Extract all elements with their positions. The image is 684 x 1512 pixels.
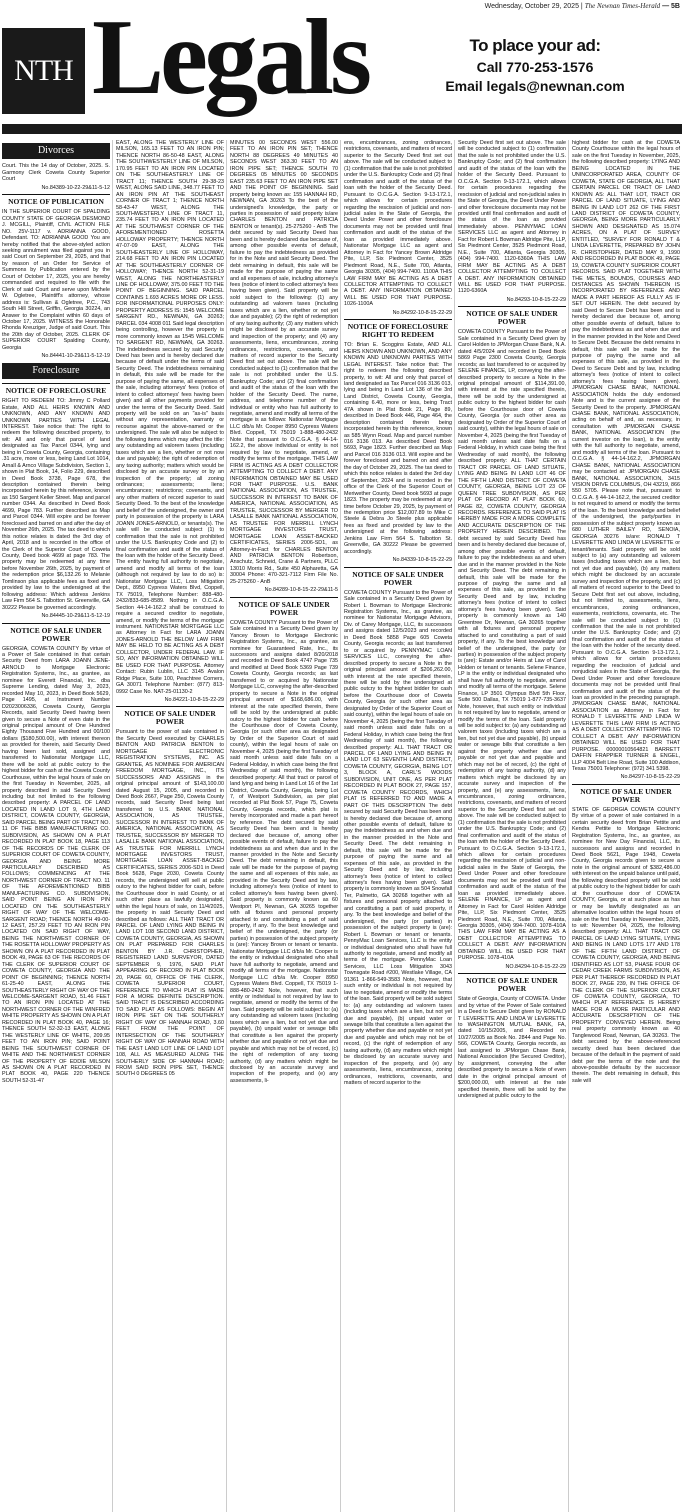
header-rule: [2, 124, 682, 134]
notice-reference: No.84445-10-29&11-5-12-19: [41, 613, 110, 620]
section-header: Divorces: [2, 143, 110, 159]
notice-body: MINUTES 00 SECONDS WEST 556.00 FEET TO AN IRON PIN SET; THENCE NORTH 88 DEGREES 49 MINUTES 40 SECONDS WEST 363.30 FEET TO AN IRON PIPE SET; THENCE SOUTH 70 DEGREES 05 MINUTES 00 SECONDS EAST 235.63 FEET TO AN IRON PIPE SET AND THE POINT OF BEGINNING. Said property being known as: 155 HANNAH RD, NEWNAN, GA 30263 To the best of the undersigned's knowledge, the party or parties in possession of said property is/are CHARLES BENTON and PATRICIA BENTON or tenant(s). 25-275260 - AnB The debt secured by said Security Deed has been and is hereby declared due because of, among other possible events of default, failure to pay the indebtedness as provided for in the Note and said Security Deed. The debt remaining in default, this sale will be made for the purpose of paying the same and all expenses of sale, including attorney's fees (notice of intent to collect attorney's fees having been given). Said property will be sold subject to the following: (1) any outstanding ad valorem taxes (including taxes which are a lien, whether or not yet due and payable); (2) the right of redemption of any taxing authority; (3) any matters which might be disclosed by an accurate survey and inspection of the property; and (4) any assessments, liens, encumbrances, zoning ordinances, restrictions, covenants, and matters of record superior to the Security Deed first set out above. The sale will be conducted subject to (1) confirmation that the sale is not prohibited under the U.S. Bankruptcy Code; and (2) final confirmation and audit of the status of the loan with the holder of the Security Deed. The name, address, and telephone number of the individual or entity who has full authority to negotiate, amend and modify all terms of the mortgage is as follows: Nationstar Mortgage LLC d/b/a Mr. Cooper 8950 Cypress Waters Blvd. Coppell, TX 75019 1-888-480-2432 Note that pursuant to O.C.G.A. § 44-14-162.2, the above individual or entity is not required by law to negotiate, amend, or modify the terms of the mortgage. THIS LAW FIRM IS ACTING AS A DEBT COLLECTOR ATTEMPTING TO COLLECT A DEBT. ANY INFORMATION OBTAINED MAY BE USED FOR THAT PURPOSE. U.S. BANK NATIONAL ASSOCIATION, AS TRUSTEE, SUCCESSOR IN INTEREST TO BANK OF AMERICA, NATIONAL ASSOCIATION, AS TRUSTEE, SUCCESSOR BY MERGER TO LASALLE BANK NATIONAL ASSOCIATION, AS TRUSTEE FOR MERRILL LYNCH MORTGAGE INVESTORS TRUST, MORTGAGE LOAN ASSET-BACKED CERTIFICATES, SERIES 2006-SD1, as Attorney-in-Fact for CHARLES BENTON AND PATRICIA BENTON Robertson, Anschutz, Schneid, Crane & Partners, PLLC 13010 Morris Rd., Suite 450 Alpharetta, GA 30004 Phone: 470-321-7112 Firm File No. 25-275260 - AnB: [230, 140, 338, 585]
notice-heading: NOTICE OF PUBLICATION: [2, 194, 110, 206]
section-title: Legals: [92, 0, 369, 117]
notice-reference: No.84292-10-8-15-22-29: [392, 309, 452, 316]
notice-heading: NOTICE OF SALE UNDER POWER: [116, 706, 224, 726]
page-number: — 5B: [662, 3, 680, 10]
notice-reference: No.84389-10-22-29&11-5-12: [41, 184, 110, 191]
contact-title: To place your ad:: [469, 36, 601, 55]
notice-body: Security Deed first set out above. The sale will be conducted subject to (1) confirmation that the sale is not prohibited under the U.S. Bankruptcy Code; and (2) final confirmation and audit of the status of the loan with the holder of the Security Deed. Pursuant to O.C.G.A. Section 9-13-172.1, which allows for certain procedures regarding the rescission of judicial and non-judicial sales in the State of Georgia, the Deed Under Power and other foreclosure documents may not be provided until final confirmation and audit of the status of the loan as provided immediately above. PENNYMAC LOAN SERVICES LLC as agent and Attorney in Fact for Robert L Bowman Aldridge Pite, LLP, Six Piedmont Center, 3525 Piedmont Road, N.E., Suite 700, Atlanta, Georgia 30305, (404) 994-7400. 1120-6360A THIS LAW FIRM MAY BE ACTING AS A DEBT COLLECTOR ATTEMPTING TO COLLECT A DEBT. ANY INFORMATION OBTAINED WILL BE USED FOR THAT PURPOSE. 1120-6360A: [458, 140, 566, 295]
notice-reference: No.84339-10-8-15-22-29: [392, 557, 452, 564]
notice-body: RIGHT TO REDEEM TO: Jimmy C Pollard Estate, AND ALL HEIRS KNOWN AND UNKNOWN, AND ANY KNOWN AND UNKNOWN PARTIES WITH LEGAL INTEREST. Take notice that: The right to redeem the following described property, to wit: All and only that parcel of land designated as Tax Parcel 0344, lying and being in Coweta County, Georgia, containing .31 acre, more or less, being Land Lot 1014, Arnall & Arnco Village Subdivision, Section 1, shown in Plat Book, 14, Folio 229, described in Deed Book 3738, Page 678, the description contained therein being incorporated herein by this reference, known as 150 Sargent Keller Street. Map and parcel number 0344. As described in Deed Book 4699, Page 783. Further described as Map and Parcel 0344. Will expire and be forever foreclosed and barred on and after the day of November 26th, 2025. The tax deed to which this notice relates is dated the 3rd day of April, 2018 and is recorded in the office of the Clerk of the Superior Court of Coweta County, Deed book 4699 at page 783. The property may be redeemed at any time before November 26th, 2025, by payment of the redemption price $6,132.26 to Melanie Tomlinson plus applicable fees as fixed and provided by law to the undersigned at the following address: Which address Jenkins Law Firm 564 S. Talbotton St. Greenville, GA 30222 Please be governed accordingly.: [2, 398, 110, 611]
notice-reference: No.84297-10-8-15-22-29: [620, 774, 680, 781]
notice-body: EAST, ALONG THE WESTERLY LINE OF MILSON, 165.13 FEET TO AN IRON PIN; THENCE NORTH 86-50-48 EAST, ALONG THE SOUTHWESTERLY LINE OF MILSON, 170.95 FEET TO AN IRON PIN LOCATED ON THE SOUTHEASTERLY LINE OF TRACT 11; THENCE SOUTH 29-38-23 WEST, ALONG SAID LINE, 348.77 FEET TO AN IRON PIN AT THE SOUTHEAST CORNER OF TRACT 1; THENCE NORTH 58-43-47 WEST, ALONG THE SOUTHWESTERLY LINE OF TRACT 11, 235.74 FEET TO AN IRON PIN LOCATED AT THE SOUTHWEST CORNER OF THE AFOREMENTIONED ROSETTA HOLLOWAY PROPERTY; THENCE NORTH 47-07-09 EAST, ALONG THE SOUTHEASTERLY LINE OF HOLLOWAY, 214.68 FEET TO AN IRON PIN LOCATED AT THE SOUTHEASTERLY CORNER OF HOLLOWAY; THENCE NORTH 52-31-19 WEST, ALONG THE NORTHEASTERLY LINE OF HOLLOWAY, 375.00 FEET TO THE POINT OF BEGINNING. SAID PARCEL CONTAINS 1.693 ACRES MORE OR LESS. FOR INFORMATIONAL PURPOSES ONLY: PROPERTY ADDRESS IS: 1545 WELCOME SARGENT RD., NEWNAN, GA 30263; PARCEL 034 4008 011 Said legal description being controlling, however the property is more commonly known as 1545 WELCOME TO SARGENT RD, NEWNAN, GA 30263. The indebtedness secured by said Security Deed has been and is hereby declared due because of default under the terms of said Security Deed. The indebtedness remaining in default, this sale will be made for the purpose of paying the same, all expenses of the sale, including attorneys' fees (notice of intent to collect attorneys' fees having been given) and all other payments provided for under the terms of the Security Deed. Said property will be sold on an "as-is" basis without any representation, warranty or recourse against the above-named or the undersigned. The sale will also be subject to the following items which may affect the title: any outstanding ad valorem taxes (including taxes which are a lien, whether or not now due and payable); the right of redemption of any taxing authority; matters which would be disclosed by an accurate survey or by an inspection of the property; all zoning ordinances; assessments; liens; encumbrances; restrictions; covenants, and any other matters of record superior to said Security Deed. To the best of the knowledge and belief of the undersigned, the owner and party in possession of the property is LARA JOANN JONES-ARNOLD, or tenants(s). The sale will be conducted subject (1) to confirmation that the sale is not prohibited under the U.S. Bankruptcy Code and (2) to final confirmation and audit of the status of the loan with the holder of the Security Deed. The entity having full authority to negotiate, amend and modify all terms of the loan (although not required by law to do so) is: Nationstar Mortgage LLC, Loss Mitigation Dept., 8950 Cypress Waters Blvd, Coppell, TX 75019, Telephone Number: 888-480-2432/833-685-8589. Nothing in O.C.G.A. Section 44-14-162.2 shall be construed to require a secured creditor to negotiate, amend, or modify the terms of the mortgage instrument. NATIONSTAR MORTGAGE LLC as Attorney in Fact for LARA JOANN JONES-ARNOLD THE BELOW LAW FIRM MAY BE HELD TO BE ACTING AS A DEBT COLLECTOR, UNDER FEDERAL LAW. IF SO, ANY INFORMATION OBTAINED WILL BE USED FOR THAT PURPOSE. Attorney Contact: Rubin Lublin, LLC 3145 Avalon Ridge Place, Suite 100, Peachtree Corners, GA 30071 Telephone Number: (877) 813-0992 Case No. NAT-25-01130-2: [116, 140, 224, 695]
notice-body: State of Georgia, County of COWETA. Under and by virtue of the Power of Sale contained in a Deed to Secure Debt given by RONALD T LEVERETTE AND LINDA W LEVERETTE to WASHINGTON MUTUAL BANK, FA, dated 10/15/2005, and Recorded on 10/27/2005 as Book No. 2844 and Page No. 566, COWETA County, Georgia records, as last assigned to JPMorgan Chase Bank, National Association (the Secured Creditor), by assignment, conveying the after described property to secure a Note of even date in the original principal amount of $200,000.00, with interest at the rate specified therein, there will be sold by the undersigned at public outcry to the: [458, 996, 566, 1099]
notice-reference: NO.84294-10-8-15-22-29: [505, 963, 566, 970]
contact-box: [400, 36, 670, 94]
notice-body: Pursuant to the power of sale contained in the Security Deed executed by CHARLES BENTON AND PATRICIA BENTON to MORTGAGE ELECTRONIC REGISTRATION SYSTEMS, INC. AS GRANTEE, AS NOMINEE FOR AMERICAN FREEDOM MORTGAGE, INC., ITS SUCCESSORS AND ASSIGNS in the original principal amount of $143,100.00 dated August 15, 2005, and recorded in Deed Book 2667, Page 250, Coweta County records, said Security Deed being last transferred to U.S. BANK NATIONAL ASSOCIATION, AS TRUSTEE, SUCCESSOR IN INTEREST TO BANK OF AMERICA, NATIONAL ASSOCIATION, AS TRUSTEE, SUCCESSOR BY MERGER TO LASALLE BANK NATIONAL ASSOCIATION, AS TRUSTEE FOR MERRILL LYNCH MORTGAGE INVESTORS TRUST, MORTGAGE LOAN ASSET-BACKED CERTIFICATES, SERIES 2006-SD1 in Deed Book 5628, Page 2030, Coweta County records, the undersigned will sell at public outcry to the highest bidder for cash, before the Courthouse door in said County, or at such other place as lawfully designated, within the legal hours of sale, on 11/4/2025, the property in said Security Deed and described as follows: ALL THAT TRACT OR PARCEL OF LAND LYING AND BEING IN LAND LOT 108 SECOND LAND DISTRICT, COWETA COUNTY, GEORGIA, AS SHOWN ON PLAT PREPARED FOR CHARLES BENTON BY J.R. CHRISTOPHER, REGISTERED LAND SURVEYOR, DATED SEPTEMBER 9, 1976, SAID PLAT APPEARING OF RECORD IN PLAT BOOK 20, PAGE 60, OFFICE OF THE CLERK, COWETA SUPERIOR COURT, REFERENCE TO WHICH PLAT IS MADE FOR A MORE DEFINITE DESCRIPTION. SAID TRACT IS DESCRIBED ACCORDING TO SAID PLAT AS FOLLOWS: BEGIN AT IRON PIPE SET ON THE SOUTHERLY RIGHT OF WAY OF HANNAH ROAD, 3.60 FEET FROM THE POINT OF INTERSECTION OF THE SOUTHERLY RIGHT OF WAY OF HANNAH ROAD WITH THE EAST LAND LOT LINE OF LAND LOT 108, ALL AS MEASURED ALONG THE SOUTHERLY SIDE OF HANNAH ROAD; FROM SAID IRON PIPE SET, THENCE SOUTH 0 DEGREES 05: [116, 729, 224, 1078]
notice-reference: No.84221-10-8-15-22-29: [164, 696, 224, 703]
notice-body: Court. This the 14 day of October, 2025. S. Garmony Clerk Coweta County Superior Court: [2, 163, 110, 183]
column-3: [230, 140, 341, 1512]
notice-reference: No.84293-10-8-15-22-29: [506, 296, 566, 303]
notice-body: TO: Brian E. Scoggins Estate, AND ALL HEIRS KNOWN AND UNKNOWN, AND ANY KNOWN AND UNKNOWN PARTIES WITH LEGAL INTEREST. Take notice that: The right to redeem the following described property, to wit: All and only that parcel of land designated as Tax Parcel 016 3136 013, lying and being in Land Lot 136 of the 3rd Land District, Coweta County, Georgia, containing 6.40, more or less, being Tract 47A shown in Plat Book 21, Page 89, described in Deed Book 446, Page 464, the description contained therein being incorporated herein by this reference, known as 585 Wynn Road. Map and parcel number 016 3136 013. As described Deed Book 5693, Page 1823. Further described as Map and Parcel 016 3136 013. Will expire and be forever foreclosed and barred on and after the day of October 29, 2025. The tax deed to which this notice relates is dated the 3rd day of September, 2024 and is recorded in the office of the Clerk of the Superior Court of Meriwether County, Deed book 5693 at page 1823. The property may be redeemed at any time before October 29, 2025, by payment of the redemption price $12,007.89 to Mike C Steele & Debra Jo Steele plus applicable fees as fixed and provided by law to the undersigned at the following address: Jenkins Law Firm 564 S. Talbotton St. Greenville, GA 30222 Please be governed accordingly.: [344, 342, 452, 555]
column-6: [572, 140, 682, 1512]
notice-heading: NOTICE OF SALE UNDER POWER: [2, 623, 110, 643]
notice-body: COWETA COUNTY Pursuant to the Power of Sale contained in a Security Deed given by Yancey Brown to Mortgage Electronic Registration Systems, Inc., as grantee, as nominee for Guaranteed Rate, Inc., its successors and assigns dated 8/20/2018 and recorded in Deed Book 4747 Page 735 and modified at Deed Book 5369 Page 739 Coweta County, Georgia records; as last transferred to or acquired by Nationstar Mortgage LLC, conveying the after-described property to secure a Note in the original principal amount of $168,686.00, with interest at the rate specified therein, there will be sold by the undersigned at public outcry to the highest bidder for cash before the Courthouse door of Coweta County, Georgia (or such other area as designated by Order of the Superior Court of said county), within the legal hours of sale on November 4, 2025 (being the first Tuesday of said month unless said date falls on a Federal Holiday, in which case being the first Wednesday of said month), the following described property: All that tract or parcel of land lying and being in Land Lot 16 of the 1st District, Coweta County, Georgia, being Lot 7, of Westport Subdivision, as per plat recorded at Plat Book 57, Page 75, Coweta County, Georgia records, which plat is hereby incorporated and made a part hereof by reference. The debt secured by said Security Deed has been and is hereby declared due because of, among other possible events of default, failure to pay the indebtedness as and when due and in the manner provided in the Note and Security Deed. The debt remaining in default, this sale will be made for the purpose of paying the same and all expenses of this sale, as provided in the Security Deed and by law, including attorney's fees (notice of intent to collect attorney's fees having been given). Said property is commonly known as 60 Westport Pl, Newnan, GA 30265 together with all fixtures and personal property attached to and constituting a part of said property, if any. To the best knowledge and belief of the undersigned, the party (or parties) in possession of the subject property is (are): Yancey Brown or tenant or tenants. Nationstar Mortgage LLC d/b/a Mr. Cooper is the entity or individual designated who shall have full authority to negotiate, amend and modify all terms of the mortgage. Nationstar Mortgage LLC d/b/a Mr. Cooper 8950 Cypress Waters Blvd. Coppell, TX 75019 1-888-480-2432 Note, however, that such entity or individual is not required by law to negotiate, amend or modify the terms of the loan. Said property will be sold subject to: (a) any outstanding ad valorem taxes (including taxes which are a lien, but not yet due and payable), (b) unpaid water or sewage bills that constitute a lien against the property whether due and payable or not yet due and payable and which may not be of record, (c) the right of redemption of any taxing authority, (d) any matters which might be disclosed by an accurate survey and inspection of the property, and (e) any assessments, li-: [230, 619, 338, 1084]
notice-body: ens, encumbrances, zoning ordinances, restrictions, covenants, and matters of record superior to the Security Deed first set out above. The sale will be conducted subject to (1) confirmation that the sale is not prohibited under the U.S. Bankruptcy Code and (2) final confirmation and audit of the status of the loan with the holder of the Security Deed. Pursuant to O.C.G.A. Section 9-13-172.1, which allows for certain procedures regarding the rescission of judicial and non-judicial sales in the State of Georgia, the Deed Under Power and other foreclosure documents may not be provided until final confirmation and audit of the status of the loan as provided immediately above. Nationstar Mortgage LLC as agent and Attorney in Fact for Yancey Brown Aldridge Pite, LLP, Six Piedmont Center, 3525 Piedmont Road, N.E., Suite 700, Atlanta, Georgia 30305, (404) 994-7400. 1100A THIS LAW FIRM MAY BE ACTING AS A DEBT COLLECTOR ATTEMPTING TO COLLECT A DEBT. ANY INFORMATION OBTAINED WILL BE USED FOR THAT PURPOSE. 1026-1100A: [344, 140, 452, 308]
column-5: [458, 140, 569, 1512]
nth-logo: NTH: [2, 28, 85, 114]
legal-columns: [2, 140, 682, 1512]
contact-email: Email legals@newnan.com: [445, 78, 625, 94]
column-2: [116, 140, 227, 1512]
notice-heading: NOTICE OF SALE UNDER POWER: [344, 567, 452, 587]
notice-body: COWETA COUNTY Pursuant to the Power of Sale contained in a Security Deed given by Carol Holden to JPMorgan Chase Bank, N.A. dated 4/5/2024 and recorded in Deed Book 5869 Page 2300 Coweta County, Georgia records; as last transferred to or acquired by SELENE FINANCE, LP, conveying the after-described property to secure a Note in the original principal amount of $114,391.00, with interest at the rate specified therein, there will be sold by the undersigned at public outcry to the highest bidder for cash before the Courthouse door of Coweta County, Georgia (or such other area as designated by Order of the Superior Court of said county), within the legal hours of sale on November 4, 2025 (being the first Tuesday of said month unless said date falls on a Federal Holiday, in which case being the first Wednesday of said month), the following described property: ALL THAT CERTAIN TRACT OR PARCEL OF LAND SITUATE, LYING AND BEING IN LAND LOT 46 OF THE FIFTH LAND DISTRICT OF COWETA COUNTY, GEORGIA, BEING LOT 23 OF QUEEN TREE SUBDIVISION, AS PER PLAT OF RECORD AT PLAT BOOK 60, PAGE 82, COWETA COUNTY, GEORGIA RECORDS. REFERENCE TO SAID PLAT IS HEREBY MADE FOR A MORE COMPLETE AND ACCURATE DESCRIPTION OF THE PROPERTY HEREIN DESCRIBED. The debt secured by said Security Deed has been and is hereby declared due because of, among other possible events of default, failure to pay the indebtedness as and when due and in the manner provided in the Note and Security Deed. The debt remaining in default, this sale will be made for the purpose of paying the same and all expenses of this sale, as provided in the Security Deed and by law, including attorney's fees (notice of intent to collect attorney's fees having been given). Said property is commonly known as 140 Greentree Dr, Newnan, GA 30265 together with all fixtures and personal property attached to and constituting a part of said property, if any. To the best knowledge and belief of the undersigned, the party (or parties) in possession of the subject property is (are): Estate and/or Heirs at Law of Carol Holden or tenant or tenants. Selene Finance, LP is the entity or individual designated who shall have full authority to negotiate, amend and modify all terms of the mortgage. Selene Finance, LP 3501 Olympus Blvd 5th Floor, Suite 500 Dallas, TX 75019 1-877-735-3637 Note, however, that such entity or individual is not required by law to negotiate, amend or modify the terms of the loan. Said property will be sold subject to: (a) any outstanding ad valorem taxes (including taxes which are a lien, but not yet due and payable), (b) unpaid water or sewage bills that constitute a lien against the property whether due and payable or not yet due and payable and which may not be of record, (c) the right of redemption of any taxing authority, (d) any matters which might be disclosed by an accurate survey and inspection of the property, and (e) any assessments, liens, encumbrances, zoning ordinances, restrictions, covenants, and matters of record superior to the Security Deed first set out above. The sale will be conducted subject to (1) confirmation that the sale is not prohibited under the U.S. Bankruptcy Code; and (2) final confirmation and audit of the status of the loan with the holder of the Security Deed. Pursuant to O.C.G.A. Section 9-13-172.1, which allows for certain procedures regarding the rescission of judicial and non-judicial sales in the State of Georgia, the Deed Under Power and other foreclosure documents may not be provided until final confirmation and audit of the status of the loan as provided immediately above. SELENE FINANCE, LP as agent and Attorney in Fact for Carol Holden Aldridge Pite, LLP, Six Piedmont Center, 3525 Piedmont Road, N.E., Suite 700, Atlanta, Georgia 30305, (404) 994-7400. 1078-410A THIS LAW FIRM MAY BE ACTING AS A DEBT COLLECTOR ATTEMPTING TO COLLECT A DEBT. ANY INFORMATION OBTAINED WILL BE USED FOR THAT PURPOSE. 1078-410A: [458, 329, 566, 962]
notice-heading: NOTICE OF SALE UNDER POWER: [230, 597, 338, 617]
notice-heading: NOTICE OF SALE UNDER POWER: [572, 784, 680, 804]
notice-heading: NOTICE OF FORECLOSURE RIGHT TO REDEEM: [344, 319, 452, 339]
notice-body: highest bidder for cash at the COWETA County Courthouse within the legal hours of sale on the first Tuesday in November, 2025, the following described property: LYING AND BEING LOCATED IN THE UNINCORPORATED AREA, COUNTY OF COWETA, STATE OF GEORGIA, ALL THAT CERTAIN PARCEL OR TRACT OF LAND KNOWN AS: ALL THAT LOT, TRACT OR PARCEL OF LAND SITUATE, LYING AND BEING IN LAND LOT 262 OF THE FIRST LAND DISTRICT OF COWETA COUNTY, GEORGIA, BEING MORE PARTICULARLY SHOWN AND DESIGNATED AS 15.074 ACRES, ON A PLAT OF SURVEY ENTITLED, "SURVEY FOR RONALD T & LINDA LEVERETTE, PREPARED BY JOHN R. CHRISTOPHER, DATED MAY 9, 1990 AND RECORDED IN PLAT BOOK 49, PAGE 19, COWETA COUNTY SUPERIOR COURT RECORDS. SAID PLAT TOGETHER WITH THE METES, BOUNDS, COURSES AND DISTANCES AS SHOWN THEREON IS INCORPORATED BY REFERENCE AND MADE A PART HEREOF AS FULLY AS IF SET OUT HEREIN. The debt secured by said Deed to Secure Debt has been and is hereby declared due because of, among other possible events of default, failure to pay the indebtedness as and when due and in the manner provided in the Note and Deed to Secure Debt. Because the debt remains in default, this sale will be made for the purpose of paying the same and all expenses of this sale, as provided in the Deed to Secure Debt and by law, including attorney's fees (notice of intent to collect attorney's fees having been given). JPMORGAN CHASE BANK, NATIONAL ASSOCIATION holds the duly endorsed Note and is the current assignee of the Security Deed to the property. JPMORGAN CHASE BANK, NATIONAL ASSOCIATION, acting on behalf of and, as necessary, in consultation with JPMORGAN CHASE BANK, NATIONAL ASSOCIATION (the current investor on the loan), is the entity with the full authority to negotiate, amend, and modify all terms of the loan. Pursuant to O.C.G.A. § 44-14-162.2, JPMORGAN CHASE BANK, NATIONAL ASSOCIATION may be contacted at: JPMORGAN CHASE BANK, NATIONAL ASSOCIATION, 3415 VISION DRIVE COLUMBUS, OH 43219, 866 550 5705. Please note that, pursuant to O.C.G.A. § 44-14-162.2, the secured creditor is not required to amend or modify the terms of the loan. To the best knowledge and belief of the undersigned, the party/parties in possession of the subject property known as 680 LUTHER BAILEY RD, SENOIA, GEORGIA 30276 is/are: RONALD T LEVERETTE AND LINDA W LEVERETTE or tenant/tenants. Said property will be sold subject to (a) any outstanding ad valorem taxes (including taxes which are a lien, but not yet due and payable), (b) any matters which might be disclosed by an accurate survey and inspection of the property, and (c) all matters of record superior to the Deed to Secure Debt first set out above, including, but not limited to, assessments, liens, encumbrances, zoning ordinances, easements, restrictions, covenants, etc. The sale will be conducted subject to (1) confirmation that the sale is not prohibited under the U.S. Bankruptcy Code; and (2) final confirmation and audit of the status of the loan with the holder of the security deed. Pursuant to O.C.G.A. Section 9-13-172.1, which allows for certain procedures regarding the rescission of judicial and nonjudicial sales in the State of Georgia, the Deed Under Power and other foreclosure documents may not be provided until final confirmation and audit of the status of the loan as provided in the preceding paragraph. JPMORGAN CHASE BANK, NATIONAL ASSOCIATION as Attorney in Fact for RONALD T LEVERETTE AND LINDA W LEVERETTE THIS LAW FIRM IS ACTING AS A DEBT COLLECTOR ATTEMPTING TO COLLECT A DEBT. ANY INFORMATION OBTAINED WILL BE USED FOR THAT PURPOSE. 00000010564821 BARRETT DAFFIN FRAPPIER TURNER & ENGEL, LLP 4004 Belt Line Road, Suite 100 Addison, Texas 75001 Telephone: (972) 341 5398.: [572, 140, 680, 772]
notice-reference: No.84441-10-29&11-5-12-19: [41, 353, 110, 360]
column-4: [344, 140, 455, 1512]
page-dateline: Wednesday, October 29, 2025 | The Newnan Times-Herald — 5B: [484, 2, 680, 10]
issue-date: Wednesday, October 29, 2025: [484, 3, 579, 10]
paper-name: The Newnan Times-Herald: [584, 2, 661, 10]
notice-heading: NOTICE OF SALE UNDER POWER: [458, 306, 566, 326]
notice-heading: NOTICE OF SALE UNDER POWER: [458, 973, 566, 993]
notice-heading: NOTICE OF FORECLOSURE: [2, 383, 110, 395]
section-header: Foreclosure: [2, 363, 110, 379]
column-1: [2, 140, 113, 1512]
notice-body: STATE OF GEORGIA COWETA COUNTY By virtue of a power of sale contained in a certain security deed from Brian Pettite and Kendra Pettite to Mortgage Electronic Registration Systems, Inc., as grantee, as nominee for New Day Financial, LLC, its successors and assigns and recorded in Deed Book 5621, Page 1948, Coweta County, Georgia records given to secure a note in the original amount of $382,486.00 with interest on the unpaid balance until paid, the following described property will be sold at public outcry to the highest bidder for cash at the courthouse door of COWETA COUNTY, Georgia, or at such place as has or may be lawfully designated as an alternative location within the legal hours of sale on the first Tuesday in November, 2025, to wit: November 04, 2025, the following described property: ALL THAT TRACT OR PARCEL OF LAND LYING SITUATE, LYING AND BEING IN LAND LOTS 177 AND 178 OF THE FIFTH LAND DISTRICT OF COWETA COUNTY, GEORGIA, AND BEING IDENTIFIED AS LOT 53, PHASE FOUR OF CEDAR CREEK FARMS SUBDIVISION, AS PER PLAT THEREOF RECORDED IN PLAT BOOK 27, PAGE 239, IN THE OFFICE OF THE CLERK OF THE SUPERIOR COURT OF COWETA COUNTY, GEORGIA, TO WHICH PLAT REFERENCE IS HEREBY MADE FOR A MORE PARTICULAR AND ACCURATE DESCRIPTION OF THE PROPERTY CONVEYED HEREIN. Being real property commonly known as 40 Tanglewood Road, Newnan, GA 30263. The debt secured by the above-referenced security deed has been declared due because of the default in the payment of said debt per the terms of the note and the above-possible defaults by the successor therein. The debt remaining in default, this sale will: [572, 806, 680, 1084]
contact-phone: Call 770-253-1576: [476, 59, 594, 75]
notice-body: COWETA COUNTY Pursuant to the Power of Sale contained in a Security Deed given by Robert L Bowman to Mortgage Electronic Registration Systems, Inc., as grantee, as nominee for Nationstar Mortgage Advisors, Div. of Carey Mortgage, LLC, its successors and assigns dated 12/5/2023 and recorded in Deed Book 5858 Page 605 Coweta County, Georgia records; as last transferred to or acquired by PENNYMAC LOAN SERVICES LLC, conveying the after-described property to secure a Note in the original principal amount of $206,262.00, with interest at the rate specified therein, there will be sold by the undersigned at public outcry to the highest bidder for cash before the Courthouse door of Coweta County, Georgia (or such other area as designated by Order of the Superior Court of said county), within the legal hours of sale on November 4, 2025 (being the first Tuesday of said month unless said date falls on a Federal Holiday, in which case being the first Wednesday of said month), the following described property: ALL THAT TRACT OR PARCEL OF LAND LYING AND BEING IN LAND LOT 63 SEVENTH LAND DISTRICT, COWETA COUNTY, GEORGIA, BEING LOT 3, BLOCK A, CARL'S WOODS SUBDIVISION, UNIT ONE, AS PER PLAT RECORDED IN PLAT BOOK 27, PAGE 157, COWETA COUNTY RECORDS, WHICH PLAT IS REFERRED TO AND MADE A PART OF THIS DESCRIPTION The debt secured by said Security Deed has been and is hereby declared due because of, among other possible events of default, failure to pay the indebtedness as and when due and in the manner provided in the Note and Security Deed. The debt remaining in default, this sale will be made for the purpose of paying the same and all expenses of this sale, as provided in the Security Deed and by law, including attorney's fees (notice of intent to collect attorney's fees having been given). Said property is commonly known as 504 Snowfall Ter, Palmetto, GA 30268 together with all fixtures and personal property attached to and constituting a part of said property, if any. To the best knowledge and belief of the undersigned, the party (or parties) in possession of the subject property is (are): Robert L Bowman or tenant or tenants. PennyMac Loan Services, LLC is the entity or individual designated who shall have full authority to negotiate, amend and modify all terms of the mortgage. PennyMac Loan Services, LLC Loss Mitigation 3043 Townsgate Road #200, Westlake Village, CA 91361 1-866-549-3583 Note, however, that such entity or individual is not required by law to negotiate, amend or modify the terms of the loan. Said property will be sold subject to: (a) any outstanding ad valorem taxes (including taxes which are a lien, but not yet due and payable), (b) unpaid water or sewage bills that constitute a lien against the property whether due and payable or not yet due and payable and which may not be of record, (c) the right of redemption of any taxing authority, (d) any matters which might be disclosed by an accurate survey and inspection of the property, and (e) any assessments, liens, encumbrances, zoning ordinances, restrictions, covenants, and matters of record superior to the: [344, 589, 452, 1087]
notice-body: GEORGIA, COWETA COUNTY By virtue of a Power of Sale contained in that certain Security Deed from LARA JOANN JENE-ARNOLD to Mortgage Electronic Registration Systems, Inc., as grantee, as nominee for Everett Financial, Inc. dba Supreme Lending, dated May 3, 2023, recorded May 10, 2023, in Deed Book 5629, Page 1495, at Instrument Number D2023006336, Coweta County, Georgia Records, said Security Deed having been given to secure a Note of even date in the original principal amount of One Hundred Eighty Thousand Five Hundred and 00/100 dollars ($180,500.00), with interest thereon as provided for therein, said Security Deed having been last sold, assigned and transferred to Nationstar Mortgage LLC, there will be sold at public outcry to the highest bidder for cash at the Coweta County Courthouse, within the legal hours of sale on the first Tuesday in November, 2025, all property described in said Security Deed including but not limited to the following described property: A PARCEL OF LAND LOCATED IN LAND LOT 9, 4TH LAND DISTRICT, COWETA COUNTY, GEORGIA, SAID PARCEL BEING PART OF TRACT NO. 11 OF THE BIBB MANUFACTURING CO. SUBDIVISION, AS SHOWN ON A PLAT RECORDED IN PLAT BOOK 18, PAGE 113 OF THE RECORDS OF THE CLERK OF SUPERIOR COURT OF COWETA COUNTY, GEORGIA AND BEING MORE PARTICULARLY DESCRIBED AS FOLLOWS; COMMENCING AT THE NORTHWEST CORNER OF TRACT NO. 11 OF THE AFOREMENTIONED BIBB MANUFACTURING CO. SUBDIVISION, SAID POINT BEING AN IRON PIN LOCATED ON THE SOUTHEASTERLY RIGHT OF WAY OF THE WELCOME-SARGENT ROAD; THENCE NORTH 49-00-12 EAST, 257.29 FEET TO AN IRON PIN LOCATED ON SAID RIGHT OF WAY, BEING THE NORTHWEST CORNER OF THE ROSETTA HOLLOWAY PROPERTY AS SHOWN ON A PLAT RECORDED IN PLAT BOOK 49, PAGE 63 OF THE RECORDS OF THE CLERK OF SUPERIOR COURT OF COWETA COUNTY, GEORGIA AND THE POINT OF BEGINNING; THENCE NORTH 61-25-40 EAST, ALONG THE SOUTHEASTERLY RIGHT OF WAY OF THE WELCOME-SARGENT ROAD, 51.46 FEET TO AN IRON PIN LOCATED AT THE NORTHWEST CORNER OF THE WINFRED WHITE PROPERTY AS SHOWN ON A PLAT RECORDED IN PLAT BOOK 40, PAGE 16; THENCE SOUTH 52-32-13 EAST, ALONG THE WESTERLY LINE OF WHITE, 209.95 FEET TO AN IRON PIN; SAID POINT BEING THE SOUTHWEST CORNER OF WHITE AND THE NORTHWEST CORNER OF THE PROPERTY OF EDDIE MILSON AS SHOWN ON A PLAT RECORDED IN PLAT BOOK 40, PAGE 220 THENCE SOUTH 52-31-47: [2, 645, 110, 1084]
notice-body: IN THE SUPERIOR COURT OF SPALDING COUNTY STATE OF GEORGIA DESMOND J. MCGILL, Plaintiff, CIVIL ACTION FILE NO. 25V-1117 v. ADRIANNA GOOD, Defendant. TO: ADRIANNA GOOD You are hereby notified that the above-styled action seeking annulment was filed against you in said Court on September 29, 2025, and that by reason of an Order for Service of Summons by Publication entered by the Court of October 17, 2025, you are hereby commanded and required to file with the Clerk of said Court and serve upon Michele W. Ogletree, Plaintiff's attorney, whose address is: Sullivan & Ogletree, P.C., 743 South Hill Street, Griffin, Georgia 30224, an Answer to the Complaint within 60 days of October 17, 2025. WITNESS the Honorable Rhonda Kreuziger, Judge of said Court. This the 20th day of October, 2025. CLERK OF SUPERIOR COURT Spalding County, Georgia: [2, 209, 110, 351]
notice-reference: No.84289-10-8-15-22-29&11-5: [264, 587, 338, 594]
